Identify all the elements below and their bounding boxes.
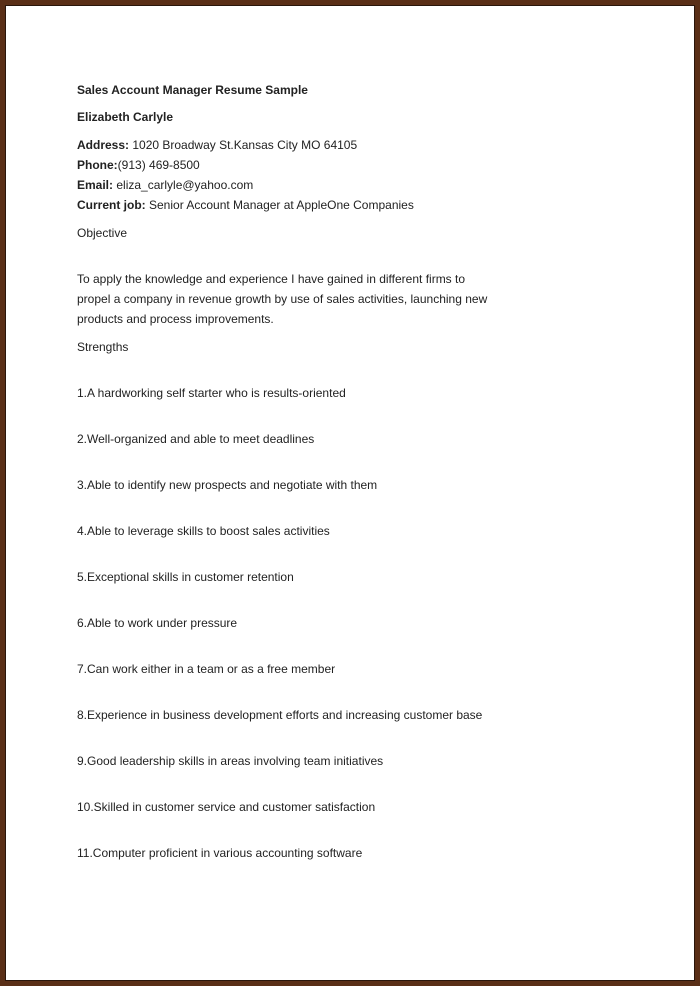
email-value: eliza_carlyle@yahoo.com — [113, 178, 254, 192]
phone-value: (913) 469-8500 — [117, 158, 200, 172]
current-job-label: Current job: — [77, 198, 146, 212]
strength-item: 8.Experience in business development efforts and increasing customer base — [77, 708, 483, 722]
strength-item: 7.Can work either in a team or as a free member — [77, 662, 336, 676]
strength-item: 6.Able to work under pressure — [77, 616, 238, 630]
current-job-line — [77, 197, 414, 213]
strength-item: 3.Able to identify new prospects and negotiate with them — [77, 478, 378, 492]
email-label: Email: — [77, 178, 114, 192]
current-job-value: Senior Account Manager at AppleOne Companies — [145, 198, 414, 212]
phone-label: Phone: — [77, 158, 118, 172]
strength-item: 9.Good leadership skills in areas involving team initiatives — [77, 754, 384, 768]
strength-item: 10.Skilled in customer service and customer satisfaction — [77, 800, 376, 814]
strength-item: 5.Exceptional skills in customer retention — [77, 570, 294, 584]
address-value: 1020 Broadway St.Kansas City MO 64105 — [129, 138, 358, 152]
email-line — [77, 177, 253, 193]
objective-line: products and process improvements. — [77, 312, 274, 326]
objective-line: To apply the knowledge and experience I have gained in different firms to — [77, 272, 466, 286]
strength-item: 1.A hardworking self starter who is results-oriented — [77, 386, 346, 400]
candidate-name: Elizabeth Carlyle — [77, 110, 174, 124]
objective-heading: Objective — [77, 226, 128, 240]
strength-item: 4.Able to leverage skills to boost sales activities — [77, 524, 330, 538]
strength-item: 2.Well-organized and able to meet deadlines — [77, 432, 315, 446]
strength-item: 11.Computer proficient in various accounting software — [77, 846, 363, 860]
address-line — [77, 137, 357, 153]
strengths-heading: Strengths — [77, 340, 129, 354]
document-title: Sales Account Manager Resume Sample — [77, 83, 308, 97]
phone-line — [77, 157, 200, 173]
document-page — [5, 5, 695, 981]
objective-line: propel a company in revenue growth by use of sales activities, launching new — [77, 292, 488, 306]
address-label: Address: — [77, 138, 130, 152]
